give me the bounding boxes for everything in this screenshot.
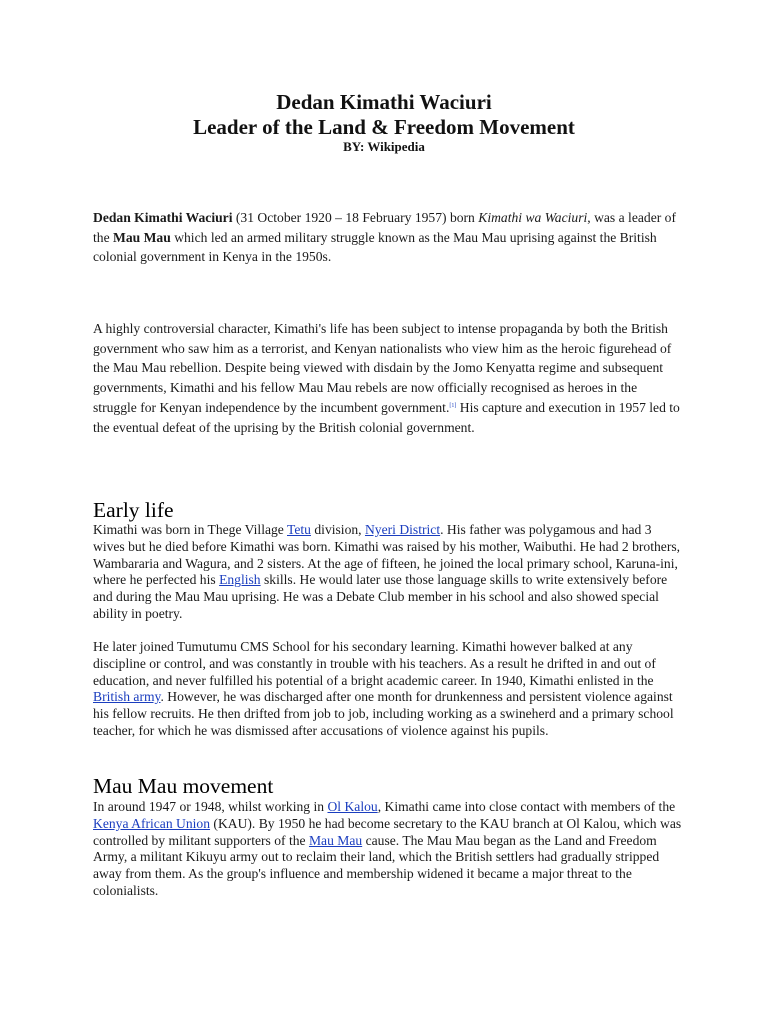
intro-text: (31 October 1920 – 18 February 1957) born bbox=[232, 210, 479, 225]
paragraph-text: , Kimathi came into close contact with members of the bbox=[377, 799, 676, 814]
paragraph-text: division, bbox=[310, 522, 365, 537]
link-mau-mau[interactable]: Mau Mau bbox=[308, 832, 363, 848]
mau-mau-bold: Mau Mau bbox=[113, 229, 171, 245]
citation-link[interactable]: [1] bbox=[449, 403, 457, 409]
intro-paragraph bbox=[93, 208, 683, 267]
paragraph-text: In around 1947 or 1948, whilst working in bbox=[93, 799, 328, 814]
controversy-text: His capture and execution in 1957 led to the eventual defeat of the uprising by the British colonial government. bbox=[93, 400, 680, 435]
controversy-text: A highly controversial character, Kimathi's life has been subject to intense propaganda by both the British government who saw him as a terrorist, and Kenyan nationalists who view him as the heroic figurehead of the Mau Mau rebellion. Despite being viewed with disdain by the Jomo Kenyatta regime and subsequent governments, Kimathi and his fellow Mau Mau rebels are now officially recognised as heroes in the struggle for Kenyan independence by the incumbent government. bbox=[93, 321, 672, 415]
link-nyeri-district[interactable]: Nyeri District bbox=[364, 522, 441, 537]
link-british-army[interactable]: British army bbox=[93, 689, 161, 705]
paragraph-text: He later joined Tumutumu CMS School for his secondary learning. Kimathi however balked at any discipline or control, and was constantly in trouble with his teachers. As a result he drifted in and out of education, and never fulfilled his potential of a bright academic career. In 1940, Kimathi enlisted in the bbox=[93, 639, 656, 688]
subject-name: Dedan Kimathi Waciuri bbox=[93, 210, 233, 225]
link-english[interactable]: English bbox=[219, 572, 261, 588]
early-life-paragraph-2 bbox=[93, 639, 683, 740]
early-life-paragraph-1 bbox=[93, 522, 683, 623]
mau-mau-paragraph bbox=[93, 799, 683, 900]
heading-mau-mau-movement: Mau Mau movement bbox=[93, 774, 274, 798]
intro-text: , was a leader of the bbox=[93, 210, 676, 245]
link-tetu[interactable]: Tetu bbox=[287, 522, 311, 537]
paragraph-text: skills. He would later use those language skills to write extensively before and during the Mau Mau uprising. He was a Debate Club member in his school and also showed special ability in poetry. bbox=[93, 572, 668, 621]
link-ol-kalou[interactable]: Ol Kalou bbox=[327, 799, 378, 814]
paragraph-text: . His father was polygamous and had 3 wives but he died before Kimathi was born. Kimathi was raised by his mother, Waibuthi. He had 2 brothers, Wambararia and Wagura, and 2 sisters. At the age of fifteen, he joined the local primary school, Karuna-ini, where he perfected his bbox=[93, 522, 681, 588]
link-kenya-african-union[interactable]: Kenya African Union bbox=[93, 815, 211, 831]
heading-early-life: Early life bbox=[93, 498, 174, 522]
paragraph-text: Kimathi was born in Thege Village bbox=[93, 522, 287, 537]
birth-name: Kimathi wa Waciuri bbox=[478, 210, 588, 225]
intro-text: which led an armed military struggle known as the Mau Mau uprising against the British colonial government in Kenya in the 1950s. bbox=[93, 229, 657, 264]
title-line-1: Dedan Kimathi Waciuri bbox=[276, 90, 492, 114]
paragraph-text: (KAU). By 1950 he had become secretary to the KAU branch at Ol Kalou, which was controlled by militant supporters of the bbox=[93, 815, 682, 848]
title-line-2: Leader of the Land & Freedom Movement bbox=[193, 115, 575, 139]
paragraph-text: cause. The Mau Mau began as the Land and Freedom Army, a militant Kikuyu army out to reclaim their land, which the British settlers had gradually stripped away from them. As the group's influence and membership widened it became a major threat to the colonialists. bbox=[93, 832, 660, 898]
byline: BY: Wikipedia bbox=[343, 139, 425, 154]
controversy-paragraph bbox=[93, 319, 683, 437]
paragraph-text: . However, he was discharged after one month for drunkenness and persistent violence against his fellow recruits. He then drifted from job to job, including working as a swineherd and a primary school teacher, for which he was dismissed after accusations of violence against his pupils. bbox=[93, 689, 674, 738]
